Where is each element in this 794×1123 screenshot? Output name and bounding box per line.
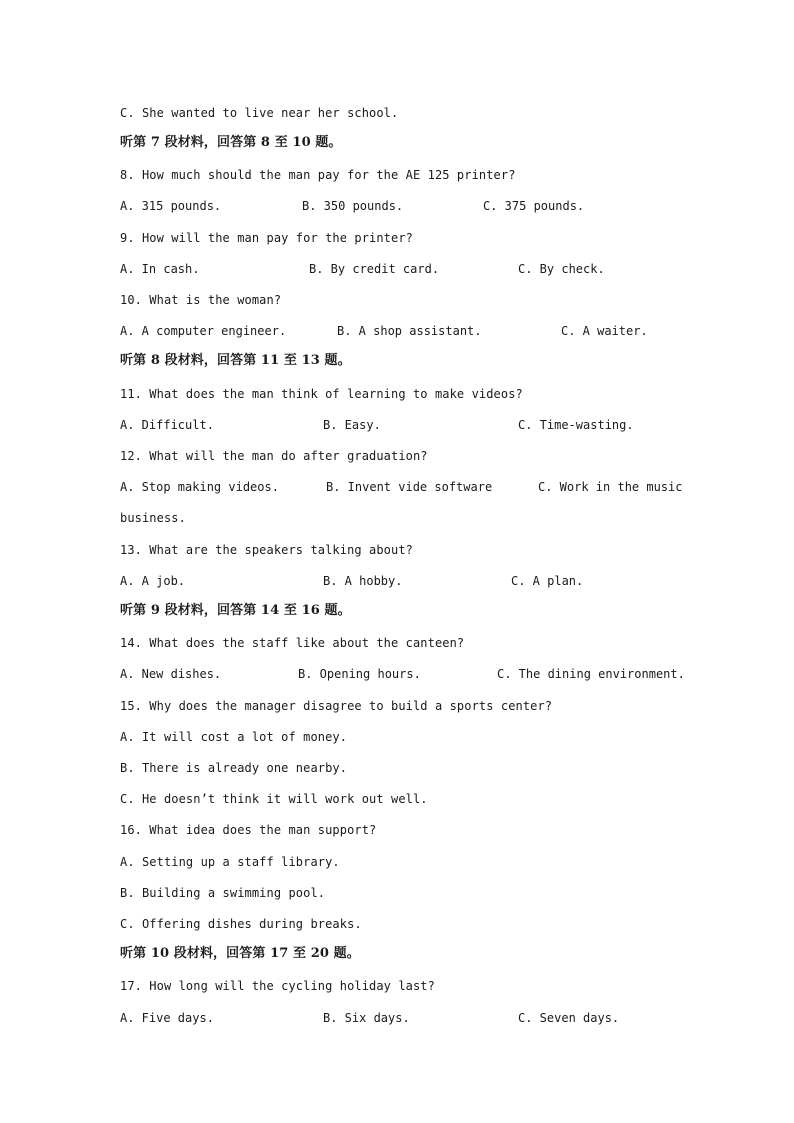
option-continuation: business. bbox=[120, 511, 186, 525]
option-a: A. Five days. bbox=[120, 1011, 214, 1025]
question-11: 11. What does the man think of learning to make videos? bbox=[120, 387, 523, 401]
option-b: B. Invent vide software bbox=[326, 480, 493, 494]
option-a: A. In cash. bbox=[120, 262, 200, 276]
option-a: A. It will cost a lot of money. bbox=[120, 730, 348, 744]
option-b: B. There is already one nearby. bbox=[120, 761, 348, 775]
question-13: 13. What are the speakers talking about? bbox=[120, 543, 413, 557]
option-c: C. Seven days. bbox=[518, 1011, 620, 1025]
option-b: B. 350 pounds. bbox=[302, 199, 404, 213]
section-heading: 听第 10 段材料，回答第 17 至 20 题。 bbox=[120, 946, 360, 961]
section-heading: 听第 7 段材料，回答第 8 至 10 题。 bbox=[120, 135, 342, 150]
option-c: C. Time-wasting. bbox=[518, 418, 634, 432]
question-8: 8. How much should the man pay for the AE 125 printer? bbox=[120, 168, 516, 182]
option-b: B. Six days. bbox=[323, 1011, 410, 1025]
option-line: C. She wanted to live near her school. bbox=[120, 106, 399, 120]
option-b: B. By credit card. bbox=[309, 262, 440, 276]
section-heading: 听第 9 段材料，回答第 14 至 16 题。 bbox=[120, 603, 351, 618]
option-c: C. A plan. bbox=[511, 574, 584, 588]
option-c: C. Work in the music bbox=[538, 480, 683, 494]
option-c: C. By check. bbox=[518, 262, 605, 276]
question-15: 15. Why does the manager disagree to build a sports center? bbox=[120, 699, 553, 713]
question-14: 14. What does the staff like about the canteen? bbox=[120, 636, 465, 650]
option-c: C. The dining environment. bbox=[497, 667, 685, 681]
question-10: 10. What is the woman? bbox=[120, 293, 282, 307]
option-a: A. Stop making videos. bbox=[120, 480, 279, 494]
option-c: C. A waiter. bbox=[561, 324, 648, 338]
question-16: 16. What idea does the man support? bbox=[120, 823, 377, 837]
option-b: B. A hobby. bbox=[323, 574, 403, 588]
question-12: 12. What will the man do after graduation? bbox=[120, 449, 428, 463]
option-c: C. 375 pounds. bbox=[483, 199, 585, 213]
option-c: C. He doesn’t think it will work out well. bbox=[120, 792, 428, 806]
option-a: A. Setting up a staff library. bbox=[120, 855, 340, 869]
option-b: B. Opening hours. bbox=[298, 667, 421, 681]
option-b: B. A shop assistant. bbox=[337, 324, 482, 338]
question-17: 17. How long will the cycling holiday last? bbox=[120, 979, 435, 993]
option-b: B. Building a swimming pool. bbox=[120, 886, 326, 900]
option-a: A. New dishes. bbox=[120, 667, 222, 681]
question-9: 9. How will the man pay for the printer? bbox=[120, 231, 413, 245]
option-a: A. A job. bbox=[120, 574, 186, 588]
option-b: B. Easy. bbox=[323, 418, 381, 432]
option-a: A. A computer engineer. bbox=[120, 324, 287, 338]
option-a: A. Difficult. bbox=[120, 418, 214, 432]
section-heading: 听第 8 段材料，回答第 11 至 13 题。 bbox=[120, 353, 351, 368]
option-a: A. 315 pounds. bbox=[120, 199, 222, 213]
option-c: C. Offering dishes during breaks. bbox=[120, 917, 362, 931]
